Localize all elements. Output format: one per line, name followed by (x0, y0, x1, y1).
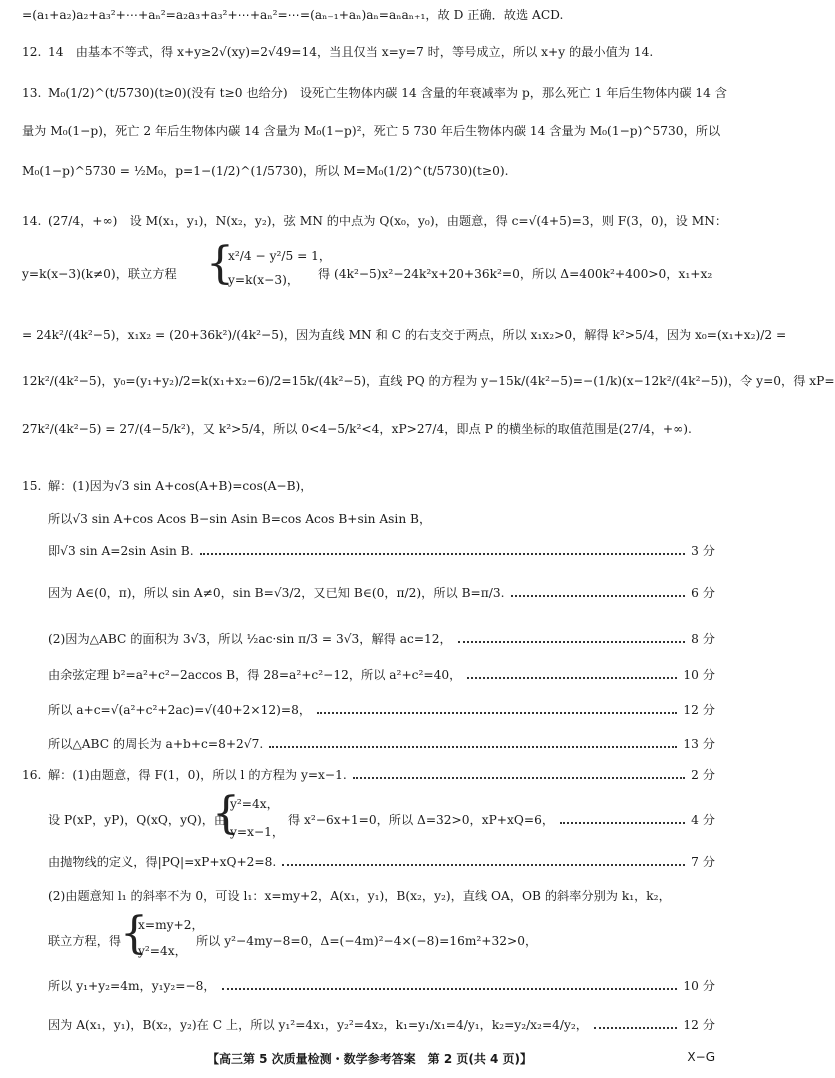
equation: x²/4 − y²/5 = 1， (228, 249, 332, 263)
dot-leader (222, 988, 678, 990)
equation: x=my+2， (138, 918, 204, 932)
page-footer (0, 1050, 739, 1070)
equation-system (228, 247, 331, 289)
equation: y=x−1， (230, 825, 285, 839)
answer-15-line-1 (22, 477, 715, 495)
equation-system (230, 795, 284, 841)
answer-16-line-2-right (288, 811, 715, 829)
answer-16-line-4: (2)由题意知 l₁ 的斜率不为 0，可设 l₁：x=my+2，A(x₁，y₁)，B(x₂，y₂)，直线 OA，OB 的斜率分别为 k₁，k₂， (48, 889, 671, 903)
answer-14-line-1 (22, 212, 728, 230)
answer-text: 因为 A(x₁，y₁)，B(x₂，y₂)在 C 上，所以 y₁²=4x₁，y₂²=4x₂，k₁=y₁/x₁=4/y₁，k₂=y₂/x₂=4/y₂， (48, 1018, 588, 1032)
dot-leader (511, 595, 686, 597)
dot-leader (353, 777, 685, 779)
answer-13-line-1 (22, 84, 727, 102)
brace-symbol: { (120, 908, 148, 959)
answer-text: y=k(x−3)(k≠0)，联立方程 (22, 267, 177, 281)
dot-leader (282, 864, 685, 866)
dot-leader (269, 746, 677, 748)
answer-text: 即√3 sin A=2sin Asin B. (48, 544, 194, 558)
dot-leader (317, 712, 677, 714)
score: 10 分 (683, 668, 715, 682)
equation-system (138, 916, 204, 960)
dot-leader (467, 677, 677, 679)
answer-16-line-3 (48, 853, 715, 871)
score: 7 分 (691, 855, 715, 869)
equation: y²=4x， (230, 797, 279, 811)
continuation-line: =(a₁+a₂)a₂+a₃²+⋯+aₙ²=a₂a₃+a₃²+⋯+aₙ²=⋯=(aₙ₋₁+aₙ)aₙ=aₙaₙ₊₁，故 D 正确．故选 ACD. (22, 8, 564, 22)
answer-text: 由余弦定理 b²=a²+c²−2accos B，得 28=a²+c²−12，所以 a²+c²=40， (48, 668, 462, 682)
question-number: 12. (22, 45, 42, 59)
score: 12 分 (683, 703, 715, 717)
answer-text: 所以 a+c=√(a²+c²+2ac)=√(40+2×12)=8， (48, 703, 312, 717)
question-number: 13. (22, 86, 42, 100)
answer-15-line-6 (48, 666, 715, 684)
score: 2 分 (691, 768, 715, 782)
answer-12 (22, 43, 715, 61)
answer-text: M₀(1/2)^(t/5730)(t≥0)(没有 t≥0 也给分) 设死亡生物体内碳 14 含量的年衰减率为 p，那么死亡 1 年后生物体内碳 14 含 (48, 86, 727, 100)
dot-leader (200, 553, 686, 555)
answer-16-line-7 (48, 1016, 715, 1034)
answer-text: 因为 A∈(0，π)，所以 sin A≠0，sin B=√3/2，又已知 B∈(0，π/2)，所以 B=π/3. (48, 586, 505, 600)
answer-15-line-2: 所以√3 sin A+cos Acos B−sin Asin B=cos Acos B+sin Asin B， (48, 512, 432, 526)
answer-16-line-5-right: 所以 y²−4my−8=0，Δ=(−4m)²−4×(−8)=16m²+32>0， (196, 934, 538, 948)
dot-leader (560, 822, 685, 824)
score: 10 分 (683, 979, 715, 993)
answer-13-line-3: M₀(1−p)^5730 = ½M₀，p=1−(1/2)^(1/5730)，所以 M=M₀(1/2)^(t/5730)(t≥0). (22, 164, 509, 178)
footer-title: 【高三第 5 次质量检测・数学参考答案 第 2 页(共 4 页)】 (206, 1052, 533, 1066)
answer-15-line-5 (48, 630, 715, 648)
answer-text: 所以 y₁+y₂=4m，y₁y₂=−8， (48, 979, 216, 993)
score: 8 分 (691, 632, 715, 646)
score: 12 分 (683, 1018, 715, 1032)
equation: y=k(x−3)， (228, 273, 300, 287)
score: 13 分 (683, 737, 715, 751)
answer-text: 14 由基本不等式，得 x+y≥2√(xy)=2√49=14，当且仅当 x=y=7 时，等号成立，所以 x+y 的最小值为 14. (48, 45, 654, 59)
answer-text: (27/4，+∞) 设 M(x₁，y₁)，N(x₂，y₂)，弦 MN 的中点为 Q(x₀，y₀)，由题意，得 c=√(4+5)=3，则 F(3，0)，设 MN： (48, 214, 728, 228)
question-number: 14. (22, 214, 42, 228)
score: 3 分 (691, 544, 715, 558)
answer-text: 解：(1)因为√3 sin A+cos(A+B)=cos(A−B)， (48, 479, 313, 493)
answer-16-line-5-left: 联立方程，得 (48, 934, 122, 948)
dot-leader (458, 641, 685, 643)
dot-leader (594, 1027, 677, 1029)
answer-15-line-7 (48, 701, 715, 719)
answer-16-line-2-left: 设 P(xP，yP)，Q(xQ，yQ)，由 (48, 813, 227, 827)
question-number: 16. (22, 768, 42, 782)
answer-text: 得 x²−6x+1=0，所以 Δ=32>0，xP+xQ=6， (288, 813, 555, 827)
answer-15-line-8 (48, 735, 715, 753)
answer-14-line-5: 27k²/(4k²−5) = 27/(4−5/k²)，又 k²>5/4，所以 0<4−5/k²<4，xP>27/4，即点 P 的横坐标的取值范围是(27/4，+∞). (22, 422, 692, 436)
brace-symbol: { (212, 788, 240, 839)
answer-13-line-2: 量为 M₀(1−p)，死亡 2 年后生物体内碳 14 含量为 M₀(1−p)²，死亡 5 730 年后生物体内碳 14 含量为 M₀(1−p)^5730，所以 (22, 124, 721, 138)
question-number: 15. (22, 479, 42, 493)
answer-15-line-4 (48, 584, 715, 602)
score: 6 分 (691, 586, 715, 600)
brace-symbol: { (206, 238, 234, 289)
equation: y²=4x， (138, 944, 187, 958)
answer-text: 由抛物线的定义，得|PQ|=xP+xQ+2=8. (48, 855, 277, 869)
answer-14-line-3: = 24k²/(4k²−5)，x₁x₂ = (20+36k²)/(4k²−5)，因为直线 MN 和 C 的右支交于两点，所以 x₁x₂>0，解得 k²>5/4，因为 x₀=(x₁+x₂)/2 = (22, 328, 787, 342)
answer-text: (2)因为△ABC 的面积为 3√3，所以 ½ac·sin π/3 = 3√3，解得 ac=12， (48, 632, 452, 646)
answer-14-line-4: 12k²/(4k²−5)，y₀=(y₁+y₂)/2=k(x₁+x₂−6)/2=15k/(4k²−5)，直线 PQ 的方程为 y−15k/(4k²−5)=−(1/k)(x−12k²/(4k²−5))，令 y=0，得 xP= (22, 374, 835, 388)
answer-text: 解：(1)由题意，得 F(1，0)，所以 l 的方程为 y=x−1. (48, 768, 347, 782)
answer-16-line-6 (48, 977, 715, 995)
answer-text: 所以△ABC 的周长为 a+b+c=8+2√7. (48, 737, 264, 751)
footer-code: X−G (687, 1050, 715, 1064)
score: 4 分 (691, 813, 715, 827)
answer-14-line-2-right: 得 (4k²−5)x²−24k²x+20+36k²=0，所以 Δ=400k²+400>0，x₁+x₂ (318, 267, 713, 281)
answer-16-line-1 (22, 766, 715, 784)
answer-15-line-3 (48, 542, 715, 560)
